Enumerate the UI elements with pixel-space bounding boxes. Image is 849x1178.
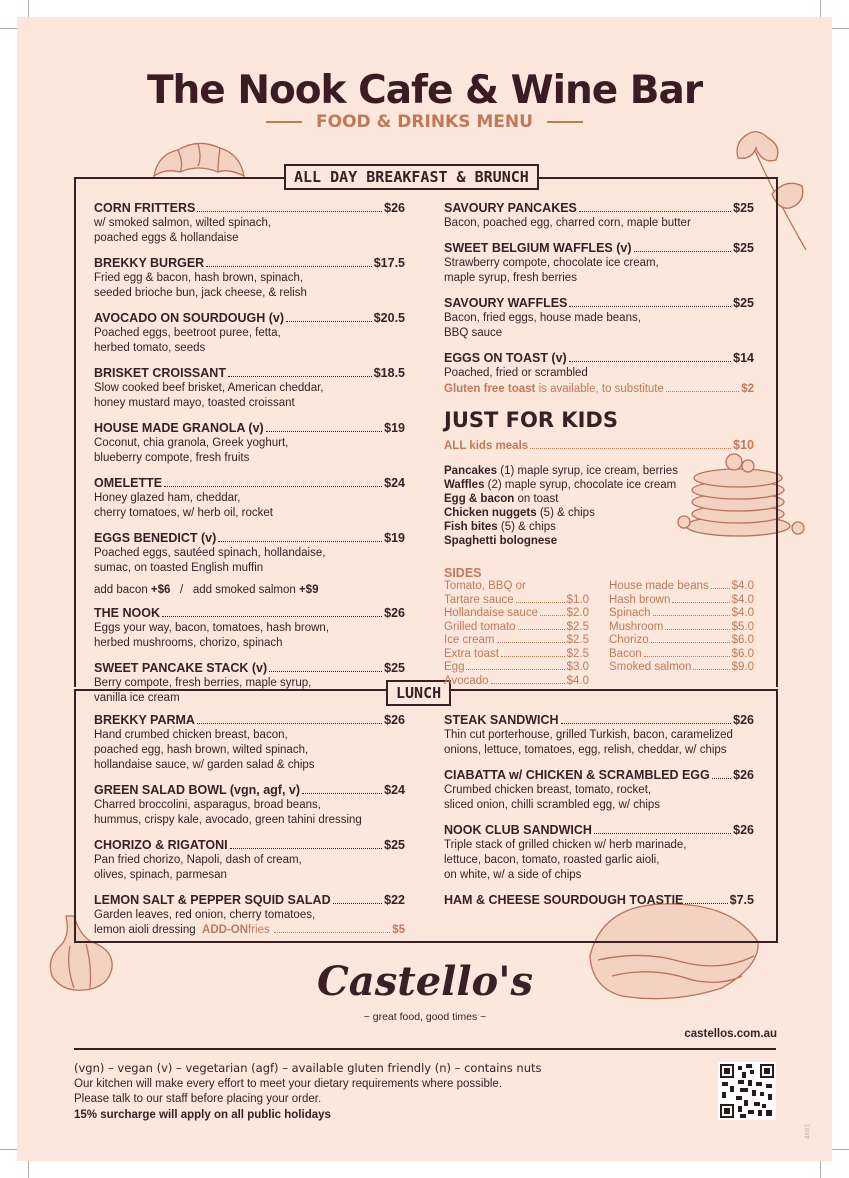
side-item <box>609 580 754 594</box>
side-item <box>444 594 589 608</box>
crop-mark <box>28 0 29 17</box>
sides-title: SIDES <box>444 566 482 580</box>
menu-item-description: lettuce, bacon, tomato, roasted garlic aioli, <box>444 854 660 866</box>
menu-item-price: $22 <box>384 893 405 907</box>
side-item-price: $6.0 <box>731 634 754 646</box>
menu-item-price: $26 <box>733 823 754 837</box>
sides-block <box>444 566 754 688</box>
dietary-legend <box>74 1061 542 1123</box>
menu-item <box>94 605 405 651</box>
menu-item-name: CIABATTA w/ CHICKEN & SCRAMBLED EGG <box>444 768 710 782</box>
menu-item-name: SAVOURY PANCAKES <box>444 201 577 215</box>
menu-item-description: cherry tomatoes, w/ herb oil, rocket <box>94 507 273 519</box>
surcharge-note: 15% surcharge will apply on all public holidays <box>74 1108 331 1121</box>
side-item-name: Smoked salmon <box>609 661 692 673</box>
side-item-price: $4.0 <box>731 580 754 592</box>
menu-item-name: NOOK CLUB SANDWICH <box>444 823 592 837</box>
side-item <box>609 661 754 675</box>
menu-item-description: olives, spinach, parmesan <box>94 869 227 881</box>
breakfast-left-column <box>94 200 405 715</box>
menu-item-description: Strawberry compote, chocolate ice cream, <box>444 257 659 269</box>
menu-item-name: GREEN SALAD BOWL (vgn, agf, v) <box>94 783 301 797</box>
menu-item-name: BREKKY BURGER <box>94 256 205 270</box>
crop-mark <box>820 1161 821 1178</box>
side-item-name: House made beans <box>609 580 709 592</box>
menu-item <box>444 767 754 813</box>
menu-item-description: Coconut, chia granola, Greek yoghurt, <box>94 437 289 449</box>
addon-line <box>94 583 405 598</box>
menu-item-price: $25 <box>384 838 405 852</box>
menu-item-name: THE NOOK <box>94 606 160 620</box>
menu-item-description: Slow cooked beef brisket, American cheddar, <box>94 382 324 394</box>
side-item <box>444 675 589 689</box>
menu-item <box>94 837 405 883</box>
menu-item <box>94 892 405 923</box>
side-item <box>609 648 754 662</box>
menu-item-price: $7.5 <box>729 893 754 907</box>
menu-item-price: $26 <box>384 606 405 620</box>
side-item-price: $2.5 <box>566 647 589 660</box>
side-item <box>609 594 754 608</box>
menu-item <box>444 822 754 883</box>
menu-item <box>94 200 405 246</box>
lunch-section-title: LUNCH <box>386 680 451 706</box>
menu-item-description: Thin cut porterhouse, grilled Turkish, bacon, caramelized <box>444 729 733 741</box>
squid-last-line: lemon aioli dressing ADD-ON fries $5 <box>94 924 405 936</box>
menu-item-description: sliced onion, chilli scrambled egg, w/ chips <box>444 799 661 811</box>
menu-item-description: sumac, on toasted English muffin <box>94 562 264 574</box>
menu-item-price: $14 <box>733 351 754 365</box>
menu-item-description: vanilla ice cream <box>94 692 180 704</box>
dietary-note-2: Please talk to our staff before placing your order. <box>74 1093 322 1105</box>
crop-mark <box>0 1149 17 1150</box>
menu-item-description: Poached eggs, beetroot puree, fetta, <box>94 327 281 339</box>
side-item-price: $9.0 <box>731 661 754 673</box>
menu-item-description: Poached, fried or scrambled <box>444 367 588 379</box>
menu-item <box>94 310 405 356</box>
gluten-free-label: Gluten free toast is available, to substitute <box>444 383 664 395</box>
menu-item <box>444 712 754 758</box>
menu-item-name: STEAK SANDWICH <box>444 713 559 727</box>
kids-list <box>444 464 754 548</box>
side-item <box>609 621 754 635</box>
side-item <box>609 634 754 648</box>
qr-code-icon[interactable] <box>718 1062 776 1120</box>
addon-fries-price: $5 <box>392 924 405 936</box>
website-url[interactable]: castellos.com.au <box>684 1028 777 1040</box>
page-subtitle <box>0 112 849 132</box>
menu-item-description: BBQ sauce <box>444 327 503 339</box>
menu-item-price: $26 <box>384 713 405 727</box>
menu-item-description: blueberry compote, fresh fruits <box>94 452 250 464</box>
side-item <box>444 648 589 662</box>
side-item-price: $2.0 <box>566 607 589 619</box>
side-item-name: Bacon <box>609 647 642 660</box>
crop-mark <box>832 1149 849 1150</box>
side-item-name: Avocado <box>444 674 489 687</box>
menu-item-description: Honey glazed ham, cheddar, <box>94 492 241 504</box>
side-item <box>444 607 589 621</box>
menu-item-name: BREKKY PARMA <box>94 713 195 727</box>
menu-item-price: $26 <box>733 768 754 782</box>
menu-item <box>444 240 754 286</box>
menu-item-description: Bacon, fried eggs, house made beans, <box>444 312 641 324</box>
menu-item-name: OMELETTE <box>94 476 163 490</box>
side-item-price: $2.5 <box>566 634 589 646</box>
subtitle-text: FOOD & DRINKS MENU <box>316 112 533 132</box>
menu-item-description: Eggs your way, bacon, tomatoes, hash brown, <box>94 622 330 634</box>
menu-item-description: poached eggs & hollandaise <box>94 232 239 244</box>
castellos-logo: Castello's <box>316 958 534 1005</box>
kids-all-label: ALL kids meals <box>444 440 529 452</box>
menu-item-description: w/ smoked salmon, wilted spinach, <box>94 217 272 229</box>
lunch-left-column <box>94 712 405 938</box>
menu-item <box>94 255 405 301</box>
menu-item-description: on white, w/ a side of chips <box>444 869 582 881</box>
side-item-name: Grilled tomato <box>444 620 516 633</box>
menu-item-description: onions, lettuce, tomatoes, egg, relish, cheddar, w/ chips <box>444 744 727 756</box>
kids-item: Egg & bacon on toast <box>444 493 559 505</box>
side-item-price: $4.0 <box>566 674 589 687</box>
side-item-price: $6.0 <box>731 647 754 660</box>
subtitle-dash <box>266 121 302 123</box>
menu-item-description: seeded brioche bun, jack cheese, & relish <box>94 287 307 299</box>
menu-item <box>94 365 405 411</box>
menu-item <box>444 295 754 341</box>
menu-item-name: LEMON SALT & PEPPER SQUID SALAD <box>94 893 331 907</box>
menu-item-name: AVOCADO ON SOURDOUGH (v) <box>94 311 285 325</box>
menu-item-description: Pan fried chorizo, Napoli, dash of cream, <box>94 854 302 866</box>
menu-item-description: Garden leaves, red onion, cherry tomatoes, <box>94 909 316 921</box>
menu-item-description: Triple stack of grilled chicken w/ herb marinade, <box>444 839 687 851</box>
menu-item-description: Bacon, poached egg, charred corn, maple butter <box>444 217 691 229</box>
brand-tagline: ~ great food, good times ~ <box>363 1011 487 1023</box>
breakfast-section-title: ALL DAY BREAKFAST & BRUNCH <box>284 164 539 190</box>
menu-item-price: $25 <box>384 661 405 675</box>
side-item <box>609 607 754 621</box>
menu-item-price: $24 <box>384 476 405 490</box>
menu-item-name: BRISKET CROISSANT <box>94 366 226 380</box>
kids-all-price: $10 <box>733 438 754 452</box>
menu-item-description: Hand crumbed chicken breast, bacon, <box>94 729 288 741</box>
menu-item <box>94 782 405 828</box>
side-item-price: $4.0 <box>731 607 754 619</box>
menu-item-description: maple syrup, fresh berries <box>444 272 577 284</box>
side-item-price: $4.0 <box>731 593 754 606</box>
addon-salmon-label: add smoked salmon <box>192 584 296 596</box>
menu-item <box>444 200 754 231</box>
menu-item <box>444 350 754 381</box>
side-item <box>444 661 589 675</box>
gluten-free-price: $2 <box>741 383 754 395</box>
kids-item: Pancakes (1) maple syrup, ice cream, berries <box>444 465 678 477</box>
menu-item-price: $26 <box>733 713 754 727</box>
side-item-name: Ice cream <box>444 634 495 646</box>
print-code: 4681 <box>804 1123 812 1140</box>
menu-item-price: $20.5 <box>373 311 405 325</box>
menu-item-name: EGGS BENEDICT (v) <box>94 531 217 545</box>
page-title: The Nook Cafe & Wine Bar <box>146 68 703 113</box>
menu-item-description: Crumbed chicken breast, tomato, rocket, <box>444 784 652 796</box>
gluten-free-line <box>444 382 754 397</box>
menu-item-description: hollandaise sauce, w/ garden salad & chips <box>94 759 315 771</box>
menu-item-description: hummus, crispy kale, avocado, green tahini dressing <box>94 814 362 826</box>
menu-item-name: HAM & CHEESE SOURDOUGH TOASTIE <box>444 893 684 907</box>
menu-item-name: SWEET BELGIUM WAFFLES (v) <box>444 241 632 255</box>
menu-item-price: $18.5 <box>373 366 405 380</box>
dietary-key: (vgn) – vegan (v) – vegetarian (agf) – available gluten friendly (n) – contains nuts <box>74 1061 542 1075</box>
menu-item <box>94 420 405 466</box>
side-item-name: Hash brown <box>609 593 671 606</box>
menu-item <box>94 712 405 773</box>
menu-item-price: $17.5 <box>373 256 405 270</box>
menu-item-description: herbed tomato, seeds <box>94 342 206 354</box>
side-item-price: $2.5 <box>566 620 589 633</box>
side-item-price: $3.0 <box>566 661 589 673</box>
menu-item-description: Berry compote, fresh berries, maple syrup, <box>94 677 312 689</box>
side-item-name: Egg <box>444 661 465 673</box>
addon-bacon-label: add bacon <box>94 584 148 596</box>
menu-item-price: $19 <box>384 531 405 545</box>
menu-item-description: herbed mushrooms, chorizo, spinach <box>94 637 283 649</box>
kids-title: JUST FOR KIDS <box>444 408 618 432</box>
menu-item-name: EGGS ON TOAST (v) <box>444 351 567 365</box>
addon-fries-label: ADD-ON <box>202 924 249 936</box>
menu-item-name: CHORIZO & RIGATONI <box>94 838 228 852</box>
side-item <box>444 634 589 648</box>
menu-item-description: Charred broccolini, asparagus, broad beans, <box>94 799 321 811</box>
subtitle-dash <box>547 121 583 123</box>
breakfast-right-column <box>444 200 754 688</box>
menu-item-price: $25 <box>733 241 754 255</box>
side-item-name: Tartare sauce <box>444 593 514 606</box>
side-item-name: Hollandaise sauce <box>444 607 538 619</box>
menu-item-price: $19 <box>384 421 405 435</box>
crop-mark <box>820 0 821 17</box>
kids-item: Spaghetti bolognese <box>444 535 558 547</box>
menu-item <box>94 530 405 576</box>
menu-item-description: Fried egg & bacon, hash brown, spinach, <box>94 272 304 284</box>
footer-divider <box>74 1048 776 1050</box>
addon-separator: / <box>180 584 184 596</box>
kids-item: Waffles (2) maple syrup, chocolate ice cream <box>444 479 677 491</box>
side-item-name: Spinach <box>609 607 651 619</box>
side-item-name: Extra toast <box>444 647 499 660</box>
addon-salmon-price: +$9 <box>298 584 319 596</box>
crop-mark <box>832 28 849 29</box>
menu-item-description: Poached eggs, sautéed spinach, hollandaise, <box>94 547 326 559</box>
menu-item-price: $25 <box>733 201 754 215</box>
side-item <box>444 621 589 635</box>
side-item-name: Mushroom <box>609 620 664 633</box>
menu-item-description: poached egg, hash brown, wilted spinach, <box>94 744 309 756</box>
side-item-price: $1.0 <box>566 593 589 606</box>
crop-mark <box>0 28 17 29</box>
menu-item-description: honey mustard mayo, toasted croissant <box>94 397 295 409</box>
side-item-name: Chorizo <box>609 634 649 646</box>
addon-bacon-price: +$6 <box>150 584 171 596</box>
menu-item <box>94 475 405 521</box>
sides-intro: Tomato, BBQ or <box>444 580 526 592</box>
side-item-price: $5.0 <box>731 620 754 633</box>
menu-item-price: $24 <box>384 783 405 797</box>
crop-mark <box>28 1161 29 1178</box>
menu-item-price: $25 <box>733 296 754 310</box>
lunch-right-column <box>444 712 754 917</box>
menu-item-name: SAVOURY WAFFLES <box>444 296 568 310</box>
menu-item-name: SWEET PANCAKE STACK (v) <box>94 661 268 675</box>
menu-item-name: CORN FRITTERS <box>94 201 196 215</box>
dietary-note-1: Our kitchen will make every effort to meet your dietary requirements where possible. <box>74 1077 503 1090</box>
kids-item: Fish bites (5) & chips <box>444 521 556 533</box>
menu-item <box>94 660 405 706</box>
kids-item: Chicken nuggets (5) & chips <box>444 507 595 519</box>
menu-item <box>444 892 754 908</box>
menu-item-name: HOUSE MADE GRANOLA (v) <box>94 421 264 435</box>
kids-all-line <box>444 437 754 454</box>
menu-item-price: $26 <box>384 201 405 215</box>
